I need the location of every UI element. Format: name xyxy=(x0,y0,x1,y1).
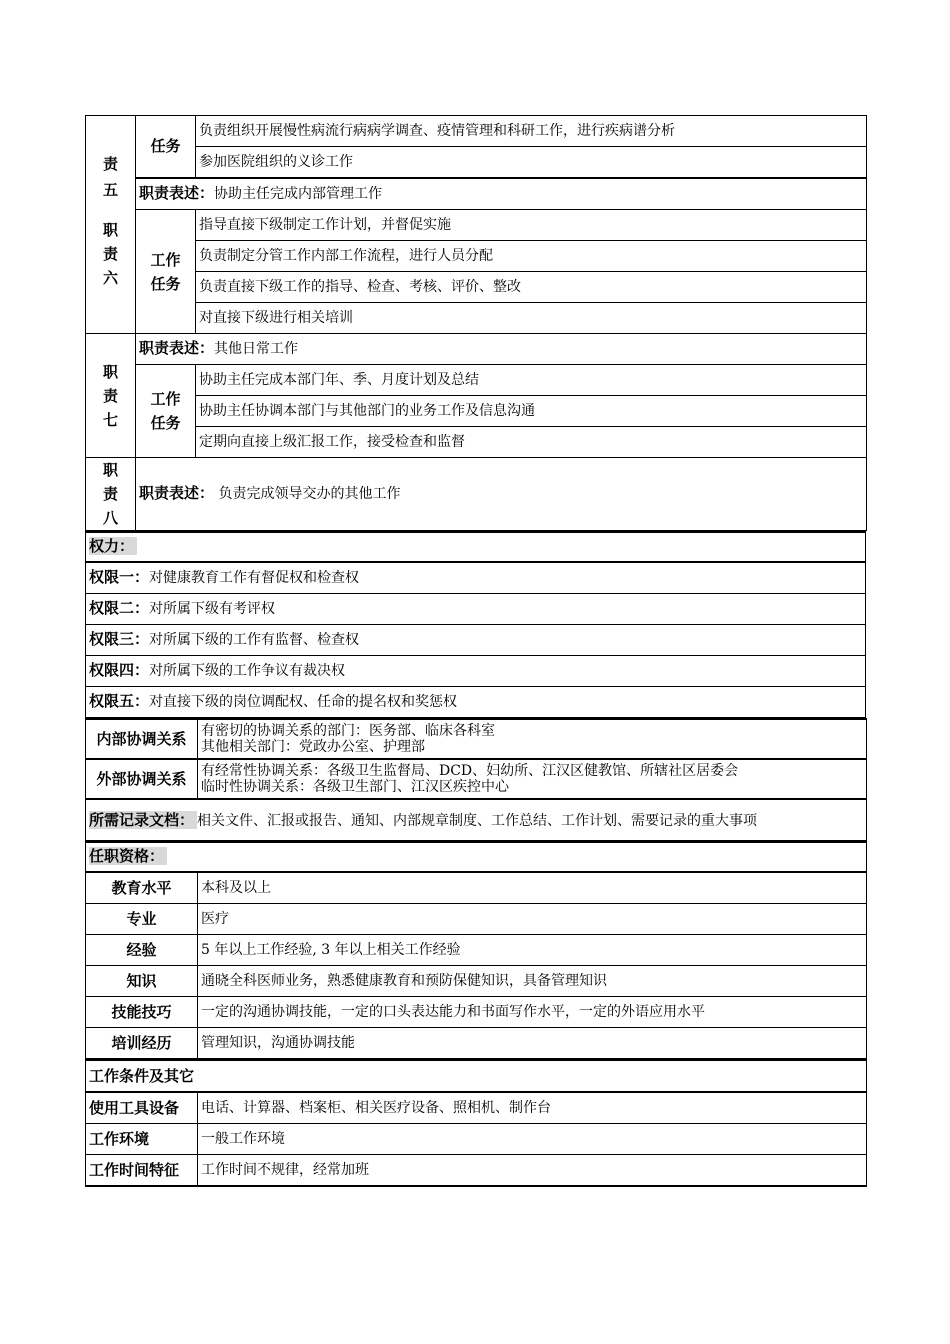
authority-text: 对所属下级的工作有监督、检查权 xyxy=(149,632,360,648)
resp5-label-char: 责 xyxy=(102,155,118,173)
qualifications-heading: 任职资格： xyxy=(89,847,167,865)
qualification-label: 教育水平 xyxy=(86,872,198,904)
resp6-task-2: 负责制定分管工作内部工作流程，进行人员分配 xyxy=(196,241,867,272)
resp8-label xyxy=(86,458,136,531)
authority-text: 对直接下级的岗位调配权、任命的提名权和奖惩权 xyxy=(149,694,458,710)
conditions-heading: 工作条件及其它 xyxy=(86,1060,867,1092)
resp6-task-label-text: 工作任务 xyxy=(150,250,181,293)
internal-coordination-line: 有密切的协调关系的部门：医务部、临床各科室 xyxy=(201,723,495,739)
authority-item xyxy=(86,562,866,594)
resp7-label-char: 责 xyxy=(102,386,118,405)
resp6-desc-text: 协助主任完成内部管理工作 xyxy=(214,186,383,202)
records-label: 所需记录文档： xyxy=(89,811,197,829)
authority-item xyxy=(86,656,866,687)
authority-item xyxy=(86,687,866,718)
condition-label: 使用工具设备 xyxy=(86,1092,198,1124)
authority-heading: 权力： xyxy=(89,537,137,555)
qualifications-heading-cell xyxy=(86,842,867,872)
resp7-task-3: 定期向直接上级汇报工作，接受检查和监督 xyxy=(196,427,867,458)
resp8-desc-label: 职责表述： xyxy=(139,484,215,502)
authority-label: 权限一： xyxy=(89,568,150,586)
authority-label: 权限二： xyxy=(89,599,150,617)
qualification-value: 管理知识，沟通协调技能 xyxy=(198,1028,867,1059)
resp7-task-label-text: 工作任务 xyxy=(150,390,181,432)
authority-item xyxy=(86,594,866,625)
external-coordination-line: 临时性协调关系：各级卫生部门、江汉区疾控中心 xyxy=(201,779,509,795)
resp8-description xyxy=(136,458,867,531)
resp5-task-2: 参加医院组织的义诊工作 xyxy=(196,147,867,179)
authority-label: 权限四： xyxy=(89,661,150,679)
resp7-label-char: 职 xyxy=(102,362,118,381)
condition-value: 工作时间不规律，经常加班 xyxy=(198,1155,867,1187)
resp7-label xyxy=(86,334,136,458)
qualification-label: 经验 xyxy=(86,935,198,966)
resp5-task-1: 负责组织开展慢性病流行病病学调查、疫情管理和科研工作，进行疾病谱分析 xyxy=(196,116,867,147)
resp6-label xyxy=(86,178,136,334)
conditions-table xyxy=(85,1059,867,1187)
qualification-value: 5 年以上工作经验, 3 年以上相关工作经验 xyxy=(198,935,867,966)
resp8-desc-text: 负责完成领导交办的其他工作 xyxy=(214,486,401,502)
condition-label: 工作时间特征 xyxy=(86,1155,198,1187)
resp7-description xyxy=(136,334,867,365)
resp7-desc-label: 职责表述： xyxy=(139,339,215,357)
resp7-task-2: 协助主任协调本部门与其他部门的业务工作及信息沟通 xyxy=(196,396,867,427)
records-text: 相关文件、汇报或报告、通知、内部规章制度、工作总结、工作计划、需要记录的重大事项 xyxy=(197,812,758,829)
resp6-label-char: 职 xyxy=(102,221,118,239)
external-coordination-label: 外部协调关系 xyxy=(86,759,198,799)
condition-value: 电话、计算器、档案柜、相关医疗设备、照相机、制作台 xyxy=(198,1092,867,1124)
resp7-task-1: 协助主任完成本部门年、季、月度计划及总结 xyxy=(196,365,867,396)
resp6-label-char: 责 xyxy=(102,245,118,263)
resp7-desc-text: 其他日常工作 xyxy=(214,341,299,357)
responsibilities-table xyxy=(85,115,867,531)
resp5-task-label: 任务 xyxy=(136,116,196,179)
qualification-value: 通晓全科医师业务，熟悉健康教育和预防保健知识，具备管理知识 xyxy=(198,966,867,997)
authority-text: 对健康教育工作有督促权和检查权 xyxy=(149,570,360,586)
authority-item xyxy=(86,625,866,656)
internal-coordination-label: 内部协调关系 xyxy=(86,719,198,759)
resp5-label-top xyxy=(86,116,136,179)
internal-coordination-line: 其他相关部门：党政办公室、护理部 xyxy=(201,739,425,755)
qualification-label: 专业 xyxy=(86,904,198,935)
resp8-label-char: 八 xyxy=(102,509,118,527)
resp6-task-3: 负责直接下级工作的指导、检查、考核、评价、整改 xyxy=(196,272,867,303)
external-coordination-line: 有经常性协调关系：各级卫生监督局、DCD、妇幼所、江汉区健教馆、所辖社区居委会 xyxy=(201,763,739,779)
job-description-document xyxy=(85,115,866,1187)
resp7-task-label xyxy=(136,365,196,458)
records-cell xyxy=(86,799,867,841)
external-coordination-value xyxy=(198,759,867,799)
qualification-label: 培训经历 xyxy=(86,1028,198,1059)
condition-label: 工作环境 xyxy=(86,1124,198,1155)
authority-text: 对所属下级有考评权 xyxy=(149,601,276,617)
authority-table xyxy=(85,531,866,718)
resp6-task-label xyxy=(136,210,196,334)
coordination-table xyxy=(85,718,867,841)
condition-value: 一般工作环境 xyxy=(198,1124,867,1155)
resp8-label-char: 责 xyxy=(102,485,118,503)
qualification-value: 一定的沟通协调技能，一定的口头表达能力和书面写作水平，一定的外语应用水平 xyxy=(198,997,867,1028)
authority-text: 对所属下级的工作争议有裁决权 xyxy=(149,663,346,679)
authority-label: 权限三： xyxy=(89,630,150,648)
authority-label: 权限五： xyxy=(89,692,150,710)
qualification-value: 本科及以上 xyxy=(198,872,867,904)
qualification-label: 知识 xyxy=(86,966,198,997)
resp6-description xyxy=(136,178,867,210)
resp6-task-4: 对直接下级进行相关培训 xyxy=(196,303,867,334)
authority-heading-cell xyxy=(86,532,866,562)
qualification-label: 技能技巧 xyxy=(86,997,198,1028)
resp6-label-char: 六 xyxy=(102,269,118,287)
resp8-label-char: 职 xyxy=(102,461,118,479)
internal-coordination-value xyxy=(198,719,867,759)
qualifications-table xyxy=(85,841,867,1059)
resp6-task-1: 指导直接下级制定工作计划，并督促实施 xyxy=(196,210,867,241)
resp6-desc-label: 职责表述： xyxy=(139,184,215,202)
qualification-value: 医疗 xyxy=(198,904,867,935)
resp7-label-char: 七 xyxy=(102,410,118,429)
resp5-label-char: 五 xyxy=(102,181,118,199)
